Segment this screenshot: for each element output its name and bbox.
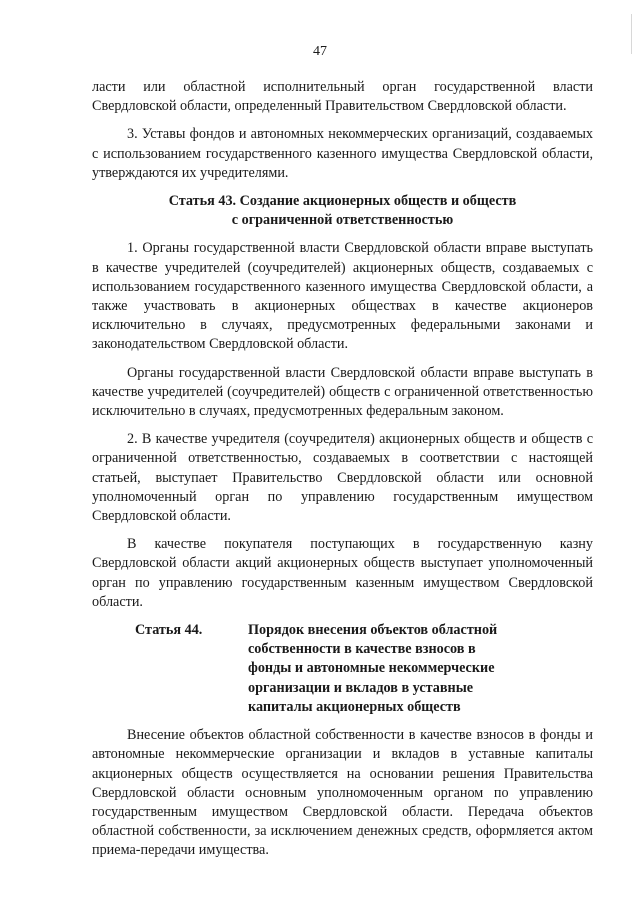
document-body: [92, 78, 593, 870]
article-43-paragraph-3: 2. В качестве учредителя (соучредителя) акционерных обществ и обществ с ограниченной ответственностью, создаваемых в соответствии с настоящей статьей, выступает Правительство Свердловской области или основной уполномоченный орган по управлению государственным имуществом Свердловской области.: [92, 431, 593, 525]
paragraph-continuation: ласти или областной исполнительный орган государственной власти Свердловской области, определенный Правительством Свердловской области.: [92, 79, 593, 115]
article-43-paragraph-4: В качестве покупателя поступающих в государственную казну Свердловской области акций акционерных обществ выступает уполномоченный орган по управлению государственным казенным имуществом Свердловской области.: [92, 536, 593, 610]
article-44-heading-line-3: фонды и автономные некоммерческие: [248, 660, 495, 677]
article-44-heading-line-1: Порядок внесения объектов областной: [248, 622, 498, 639]
article-43-heading-line-2: с ограниченной ответственностью: [231, 212, 454, 229]
article-44-heading-line-5: капиталы акционерных обществ: [248, 698, 461, 715]
paragraph-item-3: 3. Уставы фондов и автономных некоммерческих организаций, создаваемых с использованием государственного казенного имущества Свердловской области, утверждаются их учредителями.: [92, 126, 593, 181]
article-44-heading: [135, 621, 593, 717]
page-number: 47: [313, 44, 327, 59]
article-44-heading-line-4: организации и вкладов в уставные: [248, 679, 474, 696]
article-44-heading-lead: Статья 44.: [135, 622, 203, 639]
article-43-heading-line-1: Статья 43. Создание акционерных обществ и обществ: [168, 193, 517, 210]
article-43-heading: [92, 192, 593, 230]
article-44-paragraph-1: Внесение объектов областной собственности в качестве взносов в фонды и автономные некоммерческие организации и вкладов в уставные капиталы акционерных обществ осуществляется на основании решения Правительства Свердловской области основным уполномоченным органом по управлению государственным имуществом Свердловской области. Передача объектов областной собственности, за исключением денежных средств, оформляется актом приема-передачи имущества.: [92, 727, 593, 859]
article-43-paragraph-1: 1. Органы государственной власти Свердловской области вправе выступать в качестве учредителей (соучредителей) акционерных обществ, создаваемых с использованием государственного казенного имущества Свердловской области, а также участвовать в акционерных обществах в качестве акционеров исключительно в случаях, предусмотренных федеральными законами и законодательством Свердловской области.: [92, 240, 593, 353]
article-43-paragraph-2: Органы государственной власти Свердловской области вправе выступать в качестве учредителей (соучредителей) обществ с ограниченной ответственностью исключительно в случаях, предусмотренных федеральным законом.: [92, 364, 593, 420]
article-44-heading-line-2: собственности в качестве взносов в: [248, 641, 476, 658]
